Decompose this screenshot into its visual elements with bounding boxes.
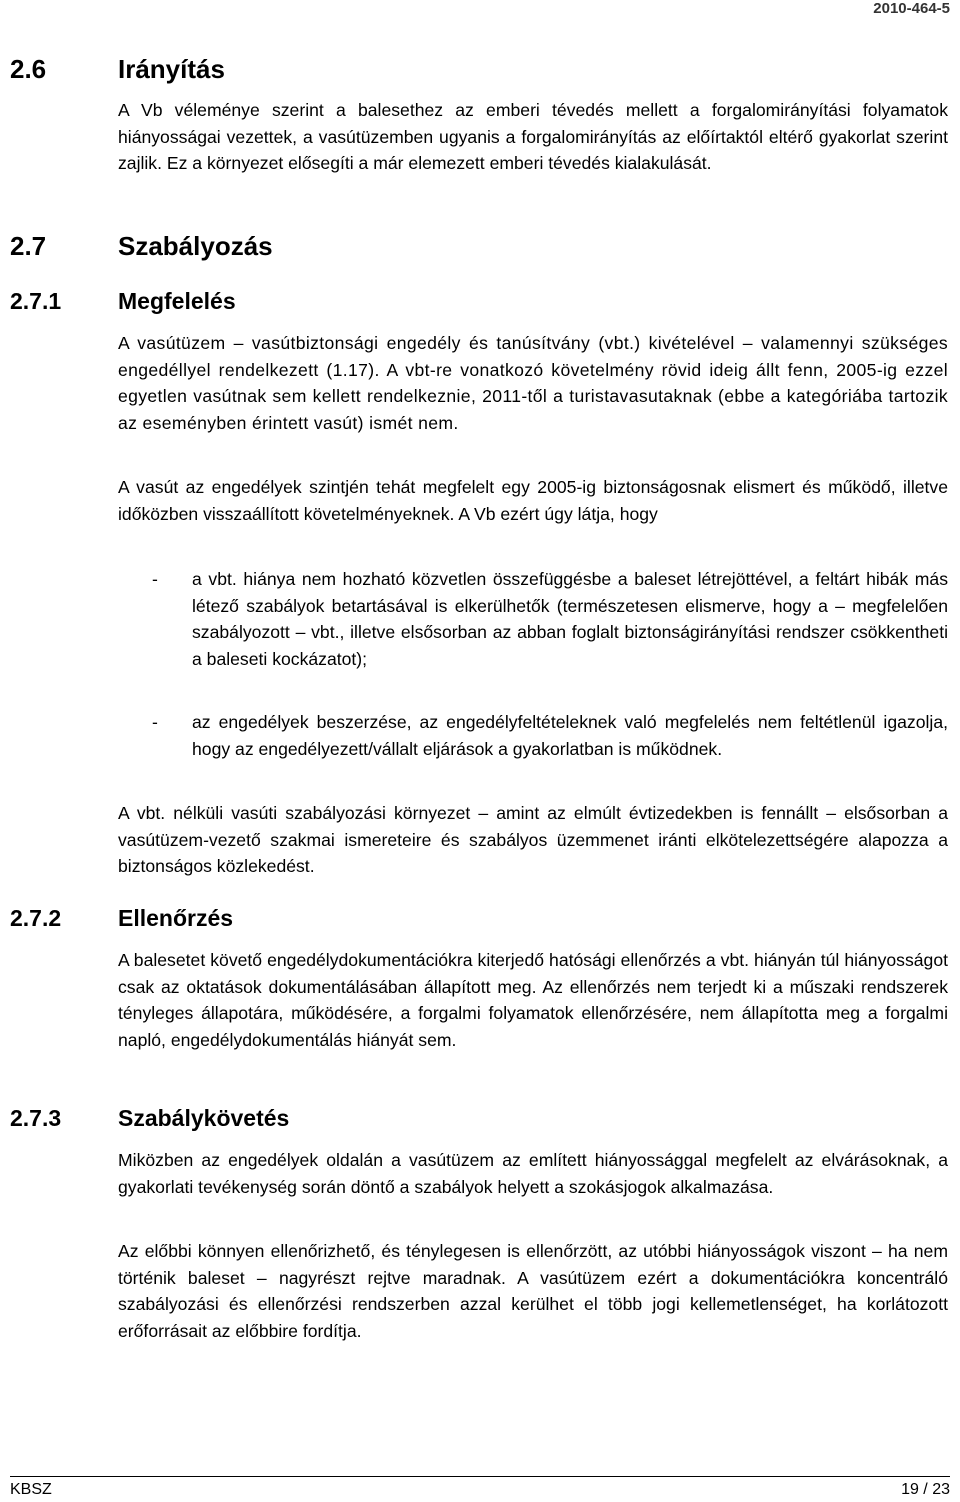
section-title: Irányítás xyxy=(118,54,225,84)
footer-organization: KBSZ xyxy=(10,1481,52,1498)
section-title: Szabálykövetés xyxy=(118,1105,290,1131)
paragraph-megfeleles-1: A vasútüzem – vasútbiztonsági engedély és tanúsítvány (vbt.) kivételével – valamennyi szükséges engedéllyel rendelkezett (1.17). A vbt-re vonatkozó követelmény rövid ideig állt fenn, 2005-ig ezzel egyetlen vasútnak sem kellett rendelkeznie, 2011-től a turistavasutaknak (ebbe a kategóriába tartozik az eseményben érintett vasút) ismét nem. xyxy=(118,333,948,433)
section-title: Megfelelés xyxy=(118,288,236,314)
list-item-text: az engedélyek beszerzése, az engedélyfeltételeknek való megfelelés nem feltétlenül igazolja, hogy az engedélyezett/vállalt eljárások a gyakorlatban is működnek. xyxy=(192,712,948,759)
section-number: 2.7.2 xyxy=(10,905,62,931)
list-item-text: a vbt. hiánya nem hozható közvetlen összefüggésbe a baleset létrejöttével, a feltárt hibák más létező szabályok betartásával is elkerülhetők (természetesen elismerve, hogy a – megfelelően szabályozott – vbt., illetve elsősorban az abban foglalt biztonságirányítási rendszer csökkentheti a baleseti kockázatot); xyxy=(192,569,948,669)
paragraph-szabalykovetes-1: Miközben az engedélyek oldalán a vasútüzem az említett hiányossággal megfelelt az elvárásoknak, a gyakorlati tevékenység során döntő a szabályok helyett a szokásjogok alkalmazása. xyxy=(118,1150,948,1197)
paragraph-iranyitas: A Vb véleménye szerint a balesethez az emberi tévedés mellett a forgalomirányítási folyamatok hiányosságai vezettek, a vasútüzemben ugyanis a forgalomirányítás az előírtaktól eltérő gyakorlat szerint zajlik. Ez a környezet elősegíti a már elemezett emberi tévedés kialakulását. xyxy=(118,100,948,173)
section-number: 2.6 xyxy=(10,54,47,84)
section-number: 2.7.1 xyxy=(10,288,62,314)
section-number: 2.7.3 xyxy=(10,1105,62,1131)
list-bullet: - xyxy=(152,569,158,589)
section-title: Szabályozás xyxy=(118,231,273,261)
section-number: 2.7 xyxy=(10,231,47,261)
list-bullet: - xyxy=(152,712,158,732)
paragraph-megfeleles-2: A vasút az engedélyek szintjén tehát megfelelt egy 2005-ig biztonságosnak elismert és működő, illetve időközben visszaállított követelményeknek. A Vb ezért úgy látja, hogy xyxy=(118,477,948,524)
document-reference: 2010-464-5 xyxy=(873,0,950,17)
section-title: Ellenőrzés xyxy=(118,905,234,931)
list-item xyxy=(152,566,948,672)
footer-divider xyxy=(10,1476,950,1477)
paragraph-ellenorzes: A balesetet követő engedélydokumentációkra kiterjedő hatósági ellenőrzés a vbt. hiányán túl hiányosságot csak az oktatások dokumentálásában állapított meg. Az ellenőrzés nem terjedt ki a műszaki rendszerek tényleges állapotára, működésére, a forgalmi folyamatok ellenőrzésére, nem állapította meg a forgalmi napló, engedélydokumentálás hiányát sem. xyxy=(118,950,948,1050)
paragraph-szabalykovetes-2: Az előbbi könnyen ellenőrizhető, és ténylegesen is ellenőrzött, az utóbbi hiányosságok viszont – ha nem történik baleset – nagyrészt rejtve maradnak. A vasútüzem ezért a dokumentációkra koncentráló szabályozási és ellenőrzési rendszerben azzal kerülhet el több jogi kellemetlenséget, ha korlátozott erőforrásait az előbbire fordítja. xyxy=(118,1241,948,1341)
paragraph-megfeleles-3: A vbt. nélküli vasúti szabályozási környezet – amint az elmúlt évtizedekben is fennállt – elsősorban a vasútüzem-vezető szakmai ismereteire és szabályos üzemmenet iránti elkötelezettségére alapozza a biztonságos közlekedést. xyxy=(118,803,948,876)
page-number: 19 / 23 xyxy=(901,1481,950,1498)
list-item xyxy=(152,709,948,762)
